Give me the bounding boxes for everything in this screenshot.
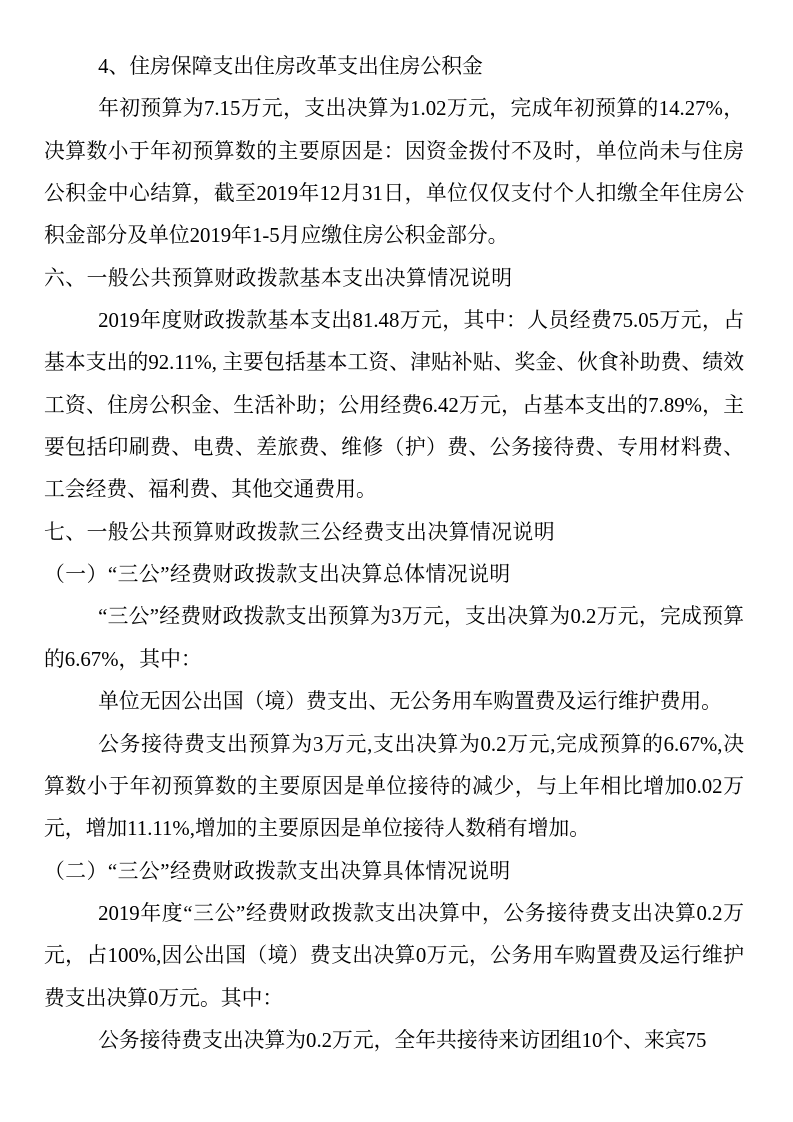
heading-section-7-1: （一）“三公”经费财政拨款支出决算总体情况说明 xyxy=(44,563,511,587)
paragraph-no-abroad-no-vehicle: 单位无因公出国（境）费支出、无公务用车购置费及运行维护费用。 xyxy=(98,690,722,714)
heading-section-7: 七、一般公共预算财政拨款三公经费支出决算情况说明 xyxy=(44,520,556,544)
heading-section-6: 六、一般公共预算财政拨款基本支出决算情况说明 xyxy=(44,266,513,290)
paragraph-sangong-overview: “三公”经费财政拨款支出预算为3万元，支出决算为0.2万元，完成预算的6.67%，其中： xyxy=(44,605,744,671)
paragraph-sangong-detail: 2019年度“三公”经费财政拨款支出决算中，公务接待费支出决算0.2万元，占100%,因公出国（境）费支出决算0万元，公务用车购置费及运行维护费支出决算0万元。其中： xyxy=(44,901,744,1010)
paragraph-reception-final: 公务接待费支出决算为0.2万元，全年共接待来访团组10个、来宾75 xyxy=(98,1028,707,1052)
paragraph-basic-expenditure: 2019年度财政拨款基本支出81.48万元，其中：人员经费75.05万元，占基本支出的92.11%, 主要包括基本工资、津贴补贴、奖金、伙食补助费、绩效工资、住房公积金、生活补助；公用经费6.42万元，占基本支出的7.89%，主要包括印刷费、电费、差旅费、维修（护）费、公务接待费、专用材料费、工会经费、福利费、其他交通费用。 xyxy=(44,309,744,502)
heading-section-7-2: （二）“三公”经费财政拨款支出决算具体情况说明 xyxy=(44,859,511,883)
paragraph-housing-fund: 年初预算为7.15万元，支出决算为1.02万元，完成年初预算的14.27%，决算数小于年初预算数的主要原因是：因资金拨付不及时，单位尚未与住房公积金中心结算，截至2019年12月31日，单位仅仅支付个人扣缴全年住房公积金部分及单位2019年1-5月应缴住房公积金部分。 xyxy=(44,97,744,248)
paragraph-reception-budget: 公务接待费支出预算为3万元,支出决算为0.2万元,完成预算的6.67%,决算数小于年初预算数的主要原因是单位接待的减少，与上年相比增加0.02万元，增加11.11%,增加的主要原因是单位接待人数稍有增加。 xyxy=(44,732,744,841)
list-item-4-title: 4、住房保障支出住房改革支出住房公积金 xyxy=(98,55,483,78)
